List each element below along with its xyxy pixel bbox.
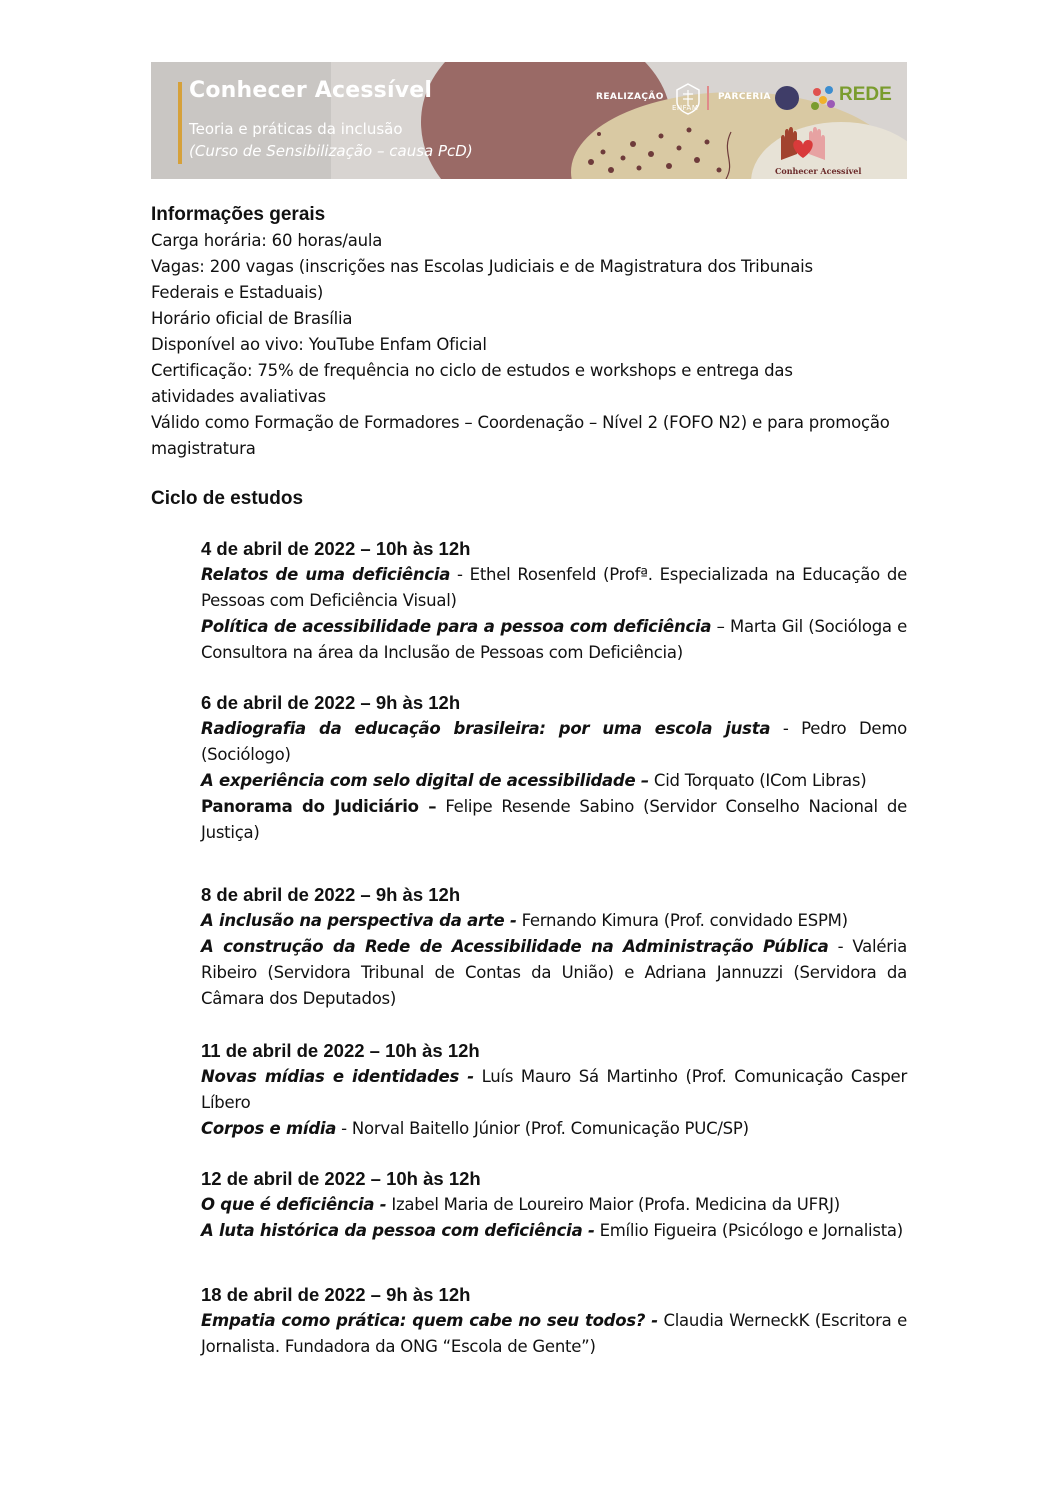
session-item (201, 882, 907, 1012)
session-item (201, 1038, 907, 1142)
parceria-label: PARCERIA (718, 92, 771, 102)
talk-speaker: Valéria Ribeiro (Servidora Tribunal de Contas da União) e Adriana Jannuzzi (Servidora da Câmara dos Deputados) (201, 937, 907, 1008)
session-talk (201, 934, 907, 1012)
session-date: 8 de abril de 2022 – 9h às 12h (201, 884, 461, 905)
session-talk (201, 1192, 907, 1218)
talk-title: A experiência com selo digital de acessibilidade – (201, 771, 649, 790)
info-validity: Válido como Formação de Formadores – Coordenação – Nível 2 (FOFO N2) e para promoção magistratura (151, 413, 890, 458)
talk-separator: - (336, 1119, 352, 1138)
session-talk (201, 716, 907, 768)
realizacao-label: REALIZAÇÃO (596, 92, 664, 102)
session-date: 6 de abril de 2022 – 9h às 12h (201, 692, 461, 713)
talk-speaker: Fernando Kimura (Prof. convidado ESPM) (521, 911, 848, 930)
talk-title: Panorama do Judiciário – (201, 797, 437, 816)
partner-circle-logo-icon (775, 86, 799, 110)
talk-speaker: Marta Gil (Socióloga e Consultora na área da Inclusão de Pessoas com Deficiência) (201, 617, 907, 662)
session-date: 18 de abril de 2022 – 9h às 12h (201, 1284, 471, 1305)
session-talk (201, 614, 907, 666)
talk-speaker: Cid Torquato (ICom Libras) (653, 771, 867, 790)
talk-title: A construção da Rede de Acessibilidade na Administração Pública (201, 937, 829, 956)
talk-speaker: Ethel Rosenfeld (Profª. Especializada na Educação de Pessoas com Deficiência Visual) (201, 565, 907, 610)
session-item (201, 536, 907, 666)
session-date: 11 de abril de 2022 – 10h às 12h (201, 1040, 480, 1061)
banner-subtitle: Teoria e práticas da inclusão (189, 120, 403, 138)
talk-title: O que é deficiência - (201, 1195, 387, 1214)
talk-title: A inclusão na perspectiva da arte - (201, 911, 517, 930)
session-date: 4 de abril de 2022 – 10h às 12h (201, 538, 471, 559)
talk-title: A luta histórica da pessoa com deficiência - (201, 1221, 595, 1240)
talk-separator: - (770, 719, 802, 738)
talk-title: Política de acessibilidade para a pessoa com deficiência (201, 617, 712, 636)
study-cycle-heading: Ciclo de estudos (151, 488, 304, 509)
session-talk (201, 1064, 907, 1116)
banner-logo-divider (707, 86, 709, 110)
rede-logo-text: REDE (839, 84, 892, 105)
talk-title: Corpos e mídia (201, 1119, 337, 1138)
talk-title: Empatia como prática: quem cabe no seu todos? - (201, 1311, 658, 1330)
course-banner (151, 62, 907, 179)
general-info-heading: Informações gerais (151, 204, 326, 225)
talk-speaker: Claudia WerneckK (Escritora e Jornalista. Fundadora da ONG “Escola de Gente”) (201, 1311, 908, 1356)
info-certification: Certificação: 75% de frequência no ciclo de estudos e workshops e entrega das atividades avaliativas (151, 361, 793, 406)
talk-speaker: Izabel Maria de Loureiro Maior (Profa. Medicina da UFRJ) (391, 1195, 840, 1214)
info-workload: Carga horária: 60 horas/aula (151, 231, 383, 250)
session-talk (201, 1218, 907, 1244)
session-talk (201, 562, 907, 614)
info-live-channel: Disponível ao vivo: YouTube Enfam Oficial (151, 335, 487, 354)
banner-title: Conhecer Acessível (189, 78, 433, 103)
talk-speaker: Norval Baitello Júnior (Prof. Comunicação PUC/SP) (351, 1119, 749, 1138)
talk-speaker: Emílio Figueira (Psicólogo e Jornalista) (599, 1221, 903, 1240)
talk-separator: – (711, 617, 730, 636)
talk-title: Radiografia da educação brasileira: por uma escola justa (201, 719, 771, 738)
talk-speaker: Pedro Demo (Sociólogo) (201, 719, 907, 764)
session-talk (201, 794, 907, 846)
talk-title: Novas mídias e identidades - (201, 1067, 474, 1086)
talk-title: Relatos de uma deficiência (201, 565, 451, 584)
talk-separator: - (450, 565, 470, 584)
session-item (201, 1282, 907, 1360)
session-talk (201, 1308, 907, 1360)
info-seats: Vagas: 200 vagas (inscrições nas Escolas Judiciais e de Magistratura dos Tribunais Federais e Estaduais) (151, 257, 813, 302)
talk-speaker: Felipe Resende Sabino (Servidor Conselho Nacional de Justiça) (201, 797, 908, 842)
info-timezone: Horário oficial de Brasília (151, 309, 353, 328)
enfam-logo-text: ENFAM (672, 104, 699, 112)
talk-speaker: Luís Mauro Sá Martinho (Prof. Comunicação Casper Líbero (201, 1067, 907, 1112)
talk-separator: - (828, 937, 853, 956)
session-talk (201, 768, 907, 794)
banner-subtitle-detail: (Curso de Sensibilização – causa PcD) (189, 142, 473, 160)
talk-separator (474, 1067, 482, 1086)
session-talk (201, 1116, 907, 1142)
session-date: 12 de abril de 2022 – 10h às 12h (201, 1168, 481, 1189)
session-talk (201, 908, 907, 934)
talk-separator (436, 797, 445, 816)
banner-dots-decoration (581, 122, 741, 179)
hands-logo-label: Conhecer Acessível (775, 166, 862, 176)
session-item (201, 690, 907, 846)
general-info-section (151, 202, 911, 462)
session-item (201, 1166, 907, 1244)
hands-heart-logo-icon (773, 124, 833, 164)
rede-logo-icon (809, 84, 839, 112)
banner-accent-bar (178, 82, 182, 164)
